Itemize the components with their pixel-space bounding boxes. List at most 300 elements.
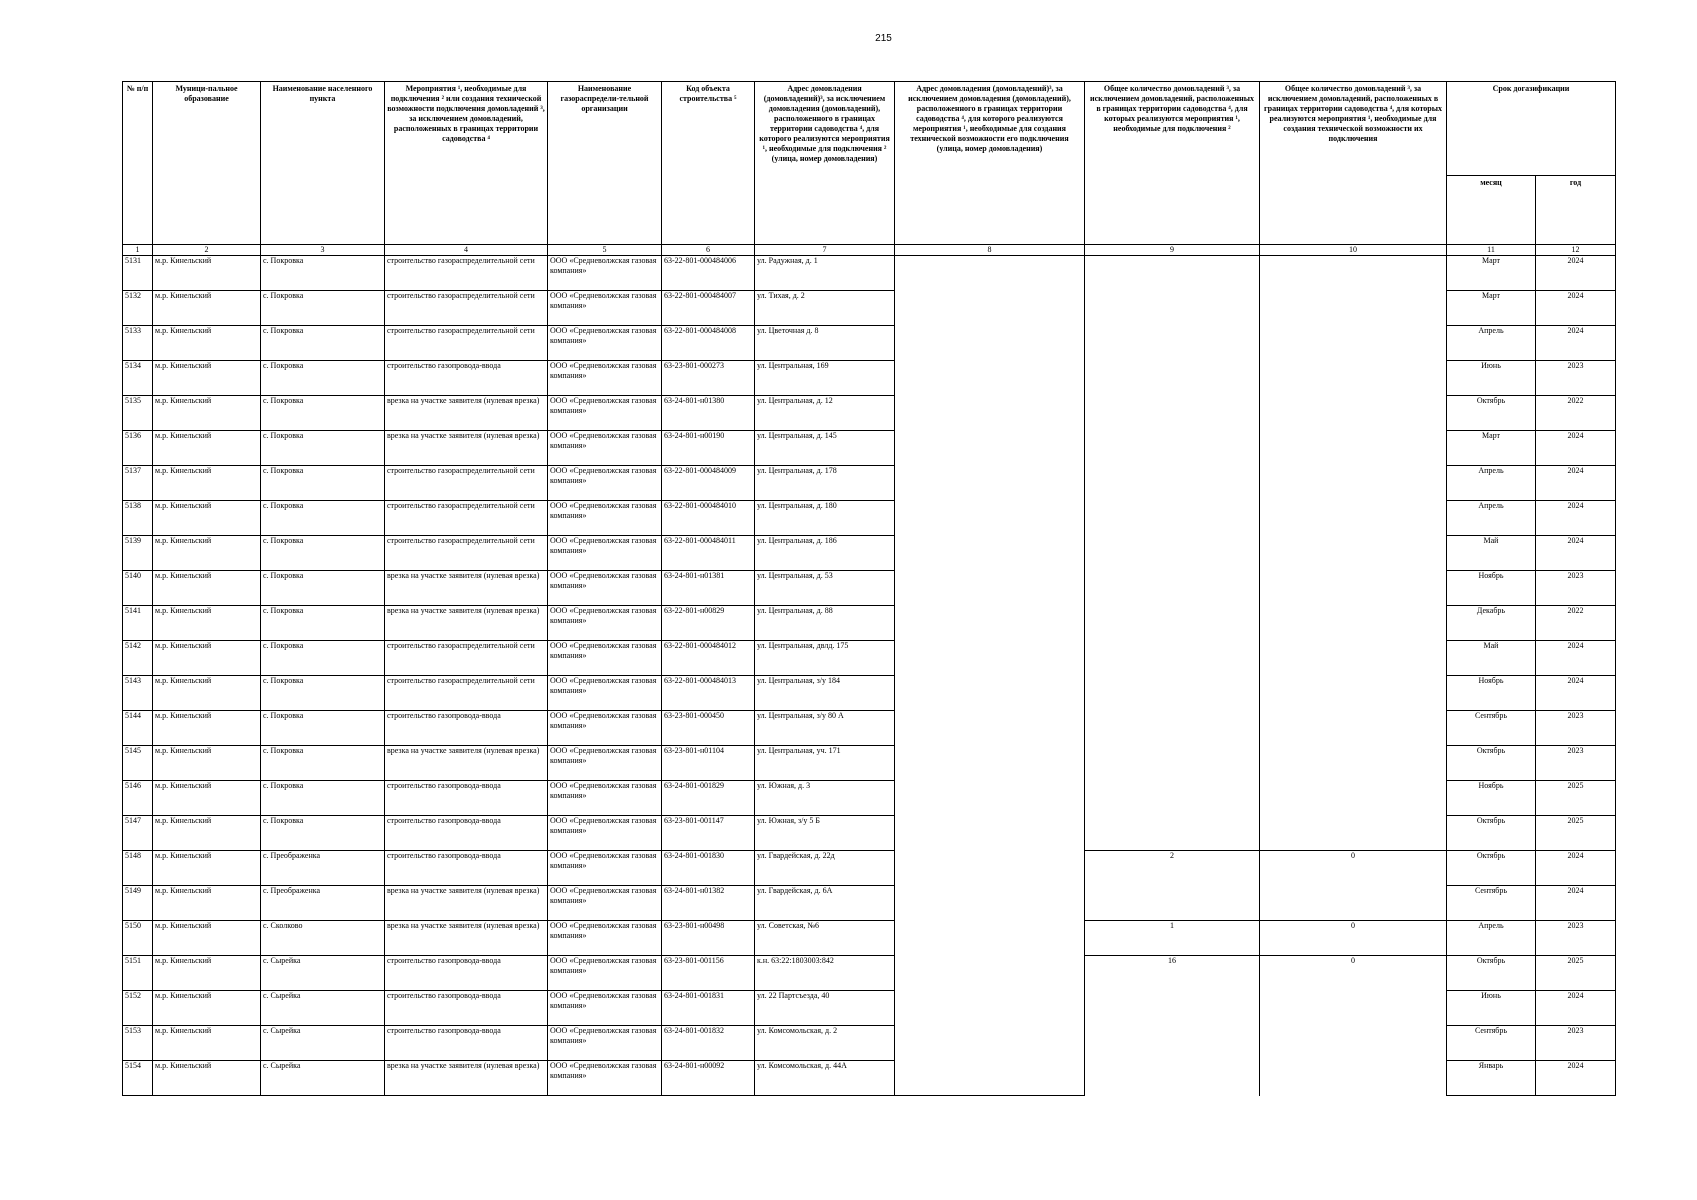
deadline-year-cell: 2024 bbox=[1536, 851, 1616, 886]
object-code-cell: 63-24-801-001832 bbox=[662, 1026, 755, 1061]
settlement-cell: с. Сырейка bbox=[261, 956, 385, 991]
row-number: 5131 bbox=[123, 256, 153, 291]
municipality-cell: м.р. Кинельский bbox=[153, 326, 261, 361]
address-tech-cell bbox=[895, 466, 1085, 501]
deadline-year-cell: 2024 bbox=[1536, 326, 1616, 361]
address-tech-cell bbox=[895, 256, 1085, 291]
count-tech-cell bbox=[1260, 991, 1447, 1026]
row-number: 5141 bbox=[123, 606, 153, 641]
count-connect-cell bbox=[1085, 886, 1260, 921]
gdo-cell: ООО «Средневолжская газовая компания» bbox=[548, 396, 662, 431]
municipality-cell: м.р. Кинельский bbox=[153, 851, 261, 886]
gdo-cell: ООО «Средневолжская газовая компания» bbox=[548, 956, 662, 991]
count-connect-cell bbox=[1085, 536, 1260, 571]
settlement-cell: с. Преображенка bbox=[261, 851, 385, 886]
column-number: 1 bbox=[123, 245, 153, 256]
deadline-month-cell: Март bbox=[1447, 291, 1536, 326]
count-connect-cell bbox=[1085, 1061, 1260, 1096]
address-connect-cell: ул. Центральная, уч. 171 bbox=[755, 746, 895, 781]
address-tech-cell bbox=[895, 536, 1085, 571]
measure-cell: строительство газопровода-ввода bbox=[385, 851, 548, 886]
measure-cell: строительство газораспределительной сети bbox=[385, 536, 548, 571]
object-code-cell: 63-22-801-000484012 bbox=[662, 641, 755, 676]
municipality-cell: м.р. Кинельский bbox=[153, 991, 261, 1026]
municipality-cell: м.р. Кинельский bbox=[153, 256, 261, 291]
gdo-cell: ООО «Средневолжская газовая компания» bbox=[548, 501, 662, 536]
count-tech-cell bbox=[1260, 431, 1447, 466]
settlement-cell: с. Сколково bbox=[261, 921, 385, 956]
object-code-cell: 63-24-801-н00190 bbox=[662, 431, 755, 466]
municipality-cell: м.р. Кинельский bbox=[153, 676, 261, 711]
deadline-month-cell: Март bbox=[1447, 431, 1536, 466]
header-address-connect: Адрес домовладения (домовладений)³, за исключением домовладения (домовладений), расположенного в границах территории садоводства ⁴, для которого реализуются мероприятия ¹, необходимые для подключения ² (улица, номер домовладения) bbox=[755, 82, 895, 245]
object-code-cell: 63-22-801-000484013 bbox=[662, 676, 755, 711]
row-number: 5147 bbox=[123, 816, 153, 851]
deadline-year-cell: 2023 bbox=[1536, 921, 1616, 956]
municipality-cell: м.р. Кинельский bbox=[153, 536, 261, 571]
municipality-cell: м.р. Кинельский bbox=[153, 886, 261, 921]
address-tech-cell bbox=[895, 816, 1085, 851]
deadline-year-cell: 2023 bbox=[1536, 1026, 1616, 1061]
count-connect-cell bbox=[1085, 361, 1260, 396]
municipality-cell: м.р. Кинельский bbox=[153, 746, 261, 781]
count-connect-cell: 2 bbox=[1085, 851, 1260, 886]
municipality-cell: м.р. Кинельский bbox=[153, 1026, 261, 1061]
deadline-year-cell: 2025 bbox=[1536, 781, 1616, 816]
municipality-cell: м.р. Кинельский bbox=[153, 921, 261, 956]
measure-cell: строительство газораспределительной сети bbox=[385, 256, 548, 291]
deadline-year-cell: 2024 bbox=[1536, 431, 1616, 466]
measure-cell: строительство газопровода-ввода bbox=[385, 991, 548, 1026]
count-connect-cell bbox=[1085, 466, 1260, 501]
deadline-year-cell: 2024 bbox=[1536, 641, 1616, 676]
municipality-cell: м.р. Кинельский bbox=[153, 466, 261, 501]
address-connect-cell: ул. Центральная, з/у 80 А bbox=[755, 711, 895, 746]
row-number: 5132 bbox=[123, 291, 153, 326]
table-row bbox=[123, 1026, 1616, 1061]
gdo-cell: ООО «Средневолжская газовая компания» bbox=[548, 886, 662, 921]
deadline-month-cell: Апрель bbox=[1447, 501, 1536, 536]
measure-cell: строительство газопровода-ввода bbox=[385, 816, 548, 851]
header-gdo: Наименование газораспредели-тельной организации bbox=[548, 82, 662, 245]
gdo-cell: ООО «Средневолжская газовая компания» bbox=[548, 326, 662, 361]
count-tech-cell bbox=[1260, 781, 1447, 816]
object-code-cell: 63-23-801-н01104 bbox=[662, 746, 755, 781]
table-row bbox=[123, 676, 1616, 711]
table-row bbox=[123, 1061, 1616, 1096]
settlement-cell: с. Покровка bbox=[261, 466, 385, 501]
deadline-year-cell: 2022 bbox=[1536, 396, 1616, 431]
address-tech-cell bbox=[895, 501, 1085, 536]
deadline-year-cell: 2024 bbox=[1536, 501, 1616, 536]
count-tech-cell bbox=[1260, 396, 1447, 431]
measure-cell: строительство газораспределительной сети bbox=[385, 641, 548, 676]
address-connect-cell: ул. Цветочная д. 8 bbox=[755, 326, 895, 361]
object-code-cell: 63-24-801-001829 bbox=[662, 781, 755, 816]
column-number: 3 bbox=[261, 245, 385, 256]
deadline-year-cell: 2024 bbox=[1536, 991, 1616, 1026]
address-tech-cell bbox=[895, 991, 1085, 1026]
table-row bbox=[123, 641, 1616, 676]
column-number: 7 bbox=[755, 245, 895, 256]
gasification-table-sheet bbox=[122, 81, 1615, 1113]
address-connect-cell: ул. Тихая, д. 2 bbox=[755, 291, 895, 326]
measure-cell: строительство газораспределительной сети bbox=[385, 466, 548, 501]
deadline-year-cell: 2024 bbox=[1536, 1061, 1616, 1096]
count-tech-cell bbox=[1260, 466, 1447, 501]
address-connect-cell: ул. Южная, з/у 5 Б bbox=[755, 816, 895, 851]
table-row bbox=[123, 291, 1616, 326]
table-row bbox=[123, 431, 1616, 466]
municipality-cell: м.р. Кинельский bbox=[153, 606, 261, 641]
table-row bbox=[123, 466, 1616, 501]
municipality-cell: м.р. Кинельский bbox=[153, 291, 261, 326]
address-connect-cell: ул. Центральная, д. 178 bbox=[755, 466, 895, 501]
address-tech-cell bbox=[895, 641, 1085, 676]
header-deadline: Срок догазификации bbox=[1447, 82, 1616, 176]
object-code-cell: 63-23-801-001147 bbox=[662, 816, 755, 851]
address-tech-cell bbox=[895, 326, 1085, 361]
object-code-cell: 63-23-801-000273 bbox=[662, 361, 755, 396]
municipality-cell: м.р. Кинельский bbox=[153, 641, 261, 676]
count-connect-cell bbox=[1085, 326, 1260, 361]
deadline-month-cell: Октябрь bbox=[1447, 816, 1536, 851]
address-connect-cell: ул. Центральная, д. 53 bbox=[755, 571, 895, 606]
object-code-cell: 63-23-801-001156 bbox=[662, 956, 755, 991]
settlement-cell: с. Покровка bbox=[261, 361, 385, 396]
address-connect-cell: ул. Комсомольская, д. 44А bbox=[755, 1061, 895, 1096]
column-number: 10 bbox=[1260, 245, 1447, 256]
deadline-month-cell: Ноябрь bbox=[1447, 571, 1536, 606]
row-number: 5146 bbox=[123, 781, 153, 816]
row-number: 5138 bbox=[123, 501, 153, 536]
row-number: 5148 bbox=[123, 851, 153, 886]
settlement-cell: с. Покровка bbox=[261, 326, 385, 361]
table-body bbox=[123, 256, 1616, 1096]
settlement-cell: с. Покровка bbox=[261, 431, 385, 466]
table-row bbox=[123, 711, 1616, 746]
count-tech-cell bbox=[1260, 291, 1447, 326]
address-connect-cell: ул. 22 Партсъезда, 40 bbox=[755, 991, 895, 1026]
row-number: 5135 bbox=[123, 396, 153, 431]
object-code-cell: 63-22-801-000484009 bbox=[662, 466, 755, 501]
count-tech-cell: 0 bbox=[1260, 921, 1447, 956]
address-tech-cell bbox=[895, 746, 1085, 781]
count-connect-cell bbox=[1085, 571, 1260, 606]
gdo-cell: ООО «Средневолжская газовая компания» bbox=[548, 1061, 662, 1096]
table-row bbox=[123, 396, 1616, 431]
count-tech-cell bbox=[1260, 1061, 1447, 1096]
object-code-cell: 63-24-801-н01380 bbox=[662, 396, 755, 431]
table-row bbox=[123, 501, 1616, 536]
measure-cell: строительство газопровода-ввода bbox=[385, 361, 548, 396]
table-row bbox=[123, 256, 1616, 291]
settlement-cell: с. Преображенка bbox=[261, 886, 385, 921]
address-tech-cell bbox=[895, 431, 1085, 466]
gdo-cell: ООО «Средневолжская газовая компания» bbox=[548, 781, 662, 816]
row-number: 5145 bbox=[123, 746, 153, 781]
settlement-cell: с. Покровка bbox=[261, 641, 385, 676]
deadline-year-cell: 2022 bbox=[1536, 606, 1616, 641]
measure-cell: врезка на участке заявителя (нулевая врезка) bbox=[385, 886, 548, 921]
municipality-cell: м.р. Кинельский bbox=[153, 361, 261, 396]
deadline-month-cell: Апрель bbox=[1447, 326, 1536, 361]
count-tech-cell bbox=[1260, 711, 1447, 746]
row-number: 5134 bbox=[123, 361, 153, 396]
header-municipality: Муници-пальное образование bbox=[153, 82, 261, 245]
deadline-year-cell: 2023 bbox=[1536, 571, 1616, 606]
gdo-cell: ООО «Средневолжская газовая компания» bbox=[548, 641, 662, 676]
gdo-cell: ООО «Средневолжская газовая компания» bbox=[548, 991, 662, 1026]
deadline-year-cell: 2024 bbox=[1536, 536, 1616, 571]
deadline-month-cell: Ноябрь bbox=[1447, 781, 1536, 816]
column-number: 2 bbox=[153, 245, 261, 256]
address-tech-cell bbox=[895, 1026, 1085, 1061]
object-code-cell: 63-22-801-000484006 bbox=[662, 256, 755, 291]
count-connect-cell bbox=[1085, 256, 1260, 291]
object-code-cell: 63-24-801-н01382 bbox=[662, 886, 755, 921]
gdo-cell: ООО «Средневолжская газовая компания» bbox=[548, 921, 662, 956]
address-tech-cell bbox=[895, 396, 1085, 431]
measure-cell: строительство газораспределительной сети bbox=[385, 501, 548, 536]
deadline-month-cell: Июнь bbox=[1447, 361, 1536, 396]
measure-cell: врезка на участке заявителя (нулевая врезка) bbox=[385, 746, 548, 781]
address-connect-cell: ул. Радужная, д. 1 bbox=[755, 256, 895, 291]
column-numbers-row bbox=[123, 245, 1616, 256]
municipality-cell: м.р. Кинельский bbox=[153, 571, 261, 606]
column-number: 4 bbox=[385, 245, 548, 256]
address-tech-cell bbox=[895, 956, 1085, 991]
count-connect-cell bbox=[1085, 396, 1260, 431]
address-connect-cell: ул. Центральная, д. 12 bbox=[755, 396, 895, 431]
address-connect-cell: ул. Советская, №6 bbox=[755, 921, 895, 956]
row-number: 5137 bbox=[123, 466, 153, 501]
count-tech-cell bbox=[1260, 641, 1447, 676]
deadline-year-cell: 2023 bbox=[1536, 711, 1616, 746]
header-address-tech: Адрес домовладения (домовладений)³, за исключением домовладения (домовладений), расположенного в границах территории садоводства ⁴, для которого реализуются мероприятия ¹, необходимые для создания технической возможности его подключения (улица, номер домовладения) bbox=[895, 82, 1085, 245]
header-settlement: Наименование населенного пункта bbox=[261, 82, 385, 245]
municipality-cell: м.р. Кинельский bbox=[153, 396, 261, 431]
gdo-cell: ООО «Средневолжская газовая компания» bbox=[548, 606, 662, 641]
measure-cell: врезка на участке заявителя (нулевая врезка) bbox=[385, 1061, 548, 1096]
column-number: 5 bbox=[548, 245, 662, 256]
header-count-tech: Общее количество домовладений ³, за исключением домовладений, расположенных в границах территории садоводства ⁴, для которых реализуются мероприятия ¹, необходимые для создания технической возможности их подключения bbox=[1260, 82, 1447, 245]
object-code-cell: 63-22-801-000484011 bbox=[662, 536, 755, 571]
column-number: 9 bbox=[1085, 245, 1260, 256]
settlement-cell: с. Покровка bbox=[261, 536, 385, 571]
address-connect-cell: ул. Гвардейская, д. 22д bbox=[755, 851, 895, 886]
table-row bbox=[123, 781, 1616, 816]
count-connect-cell bbox=[1085, 606, 1260, 641]
row-number: 5153 bbox=[123, 1026, 153, 1061]
address-connect-cell: ул. Центральная, д. 180 bbox=[755, 501, 895, 536]
table-row bbox=[123, 606, 1616, 641]
count-tech-cell bbox=[1260, 606, 1447, 641]
measure-cell: врезка на участке заявителя (нулевая врезка) bbox=[385, 571, 548, 606]
count-connect-cell bbox=[1085, 816, 1260, 851]
deadline-month-cell: Октябрь bbox=[1447, 851, 1536, 886]
settlement-cell: с. Покровка bbox=[261, 571, 385, 606]
deadline-month-cell: Октябрь bbox=[1447, 396, 1536, 431]
table-row bbox=[123, 851, 1616, 886]
deadline-month-cell: Декабрь bbox=[1447, 606, 1536, 641]
count-tech-cell bbox=[1260, 816, 1447, 851]
measure-cell: врезка на участке заявителя (нулевая врезка) bbox=[385, 396, 548, 431]
count-connect-cell bbox=[1085, 711, 1260, 746]
gdo-cell: ООО «Средневолжская газовая компания» bbox=[548, 851, 662, 886]
municipality-cell: м.р. Кинельский bbox=[153, 501, 261, 536]
gdo-cell: ООО «Средневолжская газовая компания» bbox=[548, 746, 662, 781]
address-connect-cell: ул. Центральная, д. 145 bbox=[755, 431, 895, 466]
table-row bbox=[123, 816, 1616, 851]
row-number: 5144 bbox=[123, 711, 153, 746]
count-connect-cell bbox=[1085, 501, 1260, 536]
object-code-cell: 63-22-801-000484008 bbox=[662, 326, 755, 361]
gdo-cell: ООО «Средневолжская газовая компания» bbox=[548, 571, 662, 606]
deadline-month-cell: Октябрь bbox=[1447, 956, 1536, 991]
gdo-cell: ООО «Средневолжская газовая компания» bbox=[548, 711, 662, 746]
municipality-cell: м.р. Кинельский bbox=[153, 1061, 261, 1096]
gdo-cell: ООО «Средневолжская газовая компания» bbox=[548, 361, 662, 396]
row-number: 5136 bbox=[123, 431, 153, 466]
count-tech-cell bbox=[1260, 746, 1447, 781]
address-tech-cell bbox=[895, 571, 1085, 606]
object-code-cell: 63-22-801-000484007 bbox=[662, 291, 755, 326]
settlement-cell: с. Покровка bbox=[261, 606, 385, 641]
address-connect-cell: к.н. 63:22:1803003:842 bbox=[755, 956, 895, 991]
column-number: 12 bbox=[1536, 245, 1616, 256]
count-connect-cell bbox=[1085, 746, 1260, 781]
deadline-month-cell: Январь bbox=[1447, 1061, 1536, 1096]
gdo-cell: ООО «Средневолжская газовая компания» bbox=[548, 1026, 662, 1061]
table-row bbox=[123, 746, 1616, 781]
address-tech-cell bbox=[895, 781, 1085, 816]
header-object-code: Код объекта строительства ⁵ bbox=[662, 82, 755, 245]
address-connect-cell: ул. Центральная, д. 186 bbox=[755, 536, 895, 571]
object-code-cell: 63-24-801-001831 bbox=[662, 991, 755, 1026]
gasification-table bbox=[122, 81, 1616, 1096]
table-row bbox=[123, 326, 1616, 361]
table-row bbox=[123, 956, 1616, 991]
deadline-month-cell: Май bbox=[1447, 641, 1536, 676]
table-row bbox=[123, 991, 1616, 1026]
row-number: 5152 bbox=[123, 991, 153, 1026]
measure-cell: строительство газопровода-ввода bbox=[385, 781, 548, 816]
count-connect-cell bbox=[1085, 431, 1260, 466]
column-number: 8 bbox=[895, 245, 1085, 256]
row-number: 5143 bbox=[123, 676, 153, 711]
settlement-cell: с. Покровка bbox=[261, 676, 385, 711]
gdo-cell: ООО «Средневолжская газовая компания» bbox=[548, 256, 662, 291]
row-number: 5139 bbox=[123, 536, 153, 571]
header-no: № п/п bbox=[123, 82, 153, 245]
municipality-cell: м.р. Кинельский bbox=[153, 816, 261, 851]
table-row bbox=[123, 536, 1616, 571]
address-tech-cell bbox=[895, 886, 1085, 921]
measure-cell: строительство газораспределительной сети bbox=[385, 676, 548, 711]
table-row bbox=[123, 886, 1616, 921]
deadline-year-cell: 2025 bbox=[1536, 816, 1616, 851]
row-number: 5150 bbox=[123, 921, 153, 956]
header-year: год bbox=[1536, 176, 1616, 245]
municipality-cell: м.р. Кинельский bbox=[153, 956, 261, 991]
address-connect-cell: ул. Комсомольская, д. 2 bbox=[755, 1026, 895, 1061]
settlement-cell: с. Сырейка bbox=[261, 1026, 385, 1061]
address-connect-cell: ул. Центральная, двлд. 175 bbox=[755, 641, 895, 676]
header-month: месяц bbox=[1447, 176, 1536, 245]
row-number: 5149 bbox=[123, 886, 153, 921]
count-tech-cell bbox=[1260, 1026, 1447, 1061]
count-connect-cell bbox=[1085, 676, 1260, 711]
column-number: 11 bbox=[1447, 245, 1536, 256]
address-tech-cell bbox=[895, 291, 1085, 326]
page-number: 215 bbox=[875, 33, 892, 44]
municipality-cell: м.р. Кинельский bbox=[153, 781, 261, 816]
count-connect-cell bbox=[1085, 781, 1260, 816]
deadline-month-cell: Апрель bbox=[1447, 466, 1536, 501]
deadline-month-cell: Сентябрь bbox=[1447, 1026, 1536, 1061]
municipality-cell: м.р. Кинельский bbox=[153, 711, 261, 746]
deadline-year-cell: 2024 bbox=[1536, 676, 1616, 711]
measure-cell: врезка на участке заявителя (нулевая врезка) bbox=[385, 921, 548, 956]
count-connect-cell bbox=[1085, 1026, 1260, 1061]
deadline-month-cell: Ноябрь bbox=[1447, 676, 1536, 711]
address-connect-cell: ул. Гвардейская, д. 6А bbox=[755, 886, 895, 921]
header-count-connect: Общее количество домовладений ³, за исключением домовладений, расположенных в границах территории садоводства ⁴, для которых реализуются мероприятия ¹, необходимые для подключения ² bbox=[1085, 82, 1260, 245]
settlement-cell: с. Покровка bbox=[261, 501, 385, 536]
header-measures: Мероприятия ¹, необходимые для подключения ² или создания технической возможности подключения домовладений ³, за исключением домовладений, расположенных в границах территории садоводства ⁴ bbox=[385, 82, 548, 245]
address-connect-cell: ул. Центральная, д. 88 bbox=[755, 606, 895, 641]
deadline-month-cell: Сентябрь bbox=[1447, 886, 1536, 921]
municipality-cell: м.р. Кинельский bbox=[153, 431, 261, 466]
object-code-cell: 63-24-801-н01381 bbox=[662, 571, 755, 606]
measure-cell: строительство газораспределительной сети bbox=[385, 326, 548, 361]
count-connect-cell bbox=[1085, 641, 1260, 676]
gdo-cell: ООО «Средневолжская газовая компания» bbox=[548, 466, 662, 501]
table-row bbox=[123, 361, 1616, 396]
address-tech-cell bbox=[895, 1061, 1085, 1096]
count-tech-cell bbox=[1260, 886, 1447, 921]
address-tech-cell bbox=[895, 676, 1085, 711]
settlement-cell: с. Покровка bbox=[261, 291, 385, 326]
settlement-cell: с. Покровка bbox=[261, 256, 385, 291]
gdo-cell: ООО «Средневолжская газовая компания» bbox=[548, 816, 662, 851]
settlement-cell: с. Сырейка bbox=[261, 991, 385, 1026]
count-tech-cell: 0 bbox=[1260, 956, 1447, 991]
count-connect-cell bbox=[1085, 991, 1260, 1026]
object-code-cell: 63-23-801-н00498 bbox=[662, 921, 755, 956]
gdo-cell: ООО «Средневолжская газовая компания» bbox=[548, 676, 662, 711]
column-number: 6 bbox=[662, 245, 755, 256]
table-row bbox=[123, 571, 1616, 606]
settlement-cell: с. Покровка bbox=[261, 781, 385, 816]
deadline-year-cell: 2024 bbox=[1536, 466, 1616, 501]
deadline-year-cell: 2024 bbox=[1536, 886, 1616, 921]
settlement-cell: с. Покровка bbox=[261, 816, 385, 851]
row-number: 5140 bbox=[123, 571, 153, 606]
deadline-month-cell: Май bbox=[1447, 536, 1536, 571]
measure-cell: врезка на участке заявителя (нулевая врезка) bbox=[385, 606, 548, 641]
gdo-cell: ООО «Средневолжская газовая компания» bbox=[548, 431, 662, 466]
address-tech-cell bbox=[895, 361, 1085, 396]
address-tech-cell bbox=[895, 921, 1085, 956]
measure-cell: строительство газопровода-ввода bbox=[385, 711, 548, 746]
measure-cell: строительство газопровода-ввода bbox=[385, 1026, 548, 1061]
gdo-cell: ООО «Средневолжская газовая компания» bbox=[548, 536, 662, 571]
address-tech-cell bbox=[895, 606, 1085, 641]
count-tech-cell bbox=[1260, 571, 1447, 606]
count-connect-cell: 1 bbox=[1085, 921, 1260, 956]
